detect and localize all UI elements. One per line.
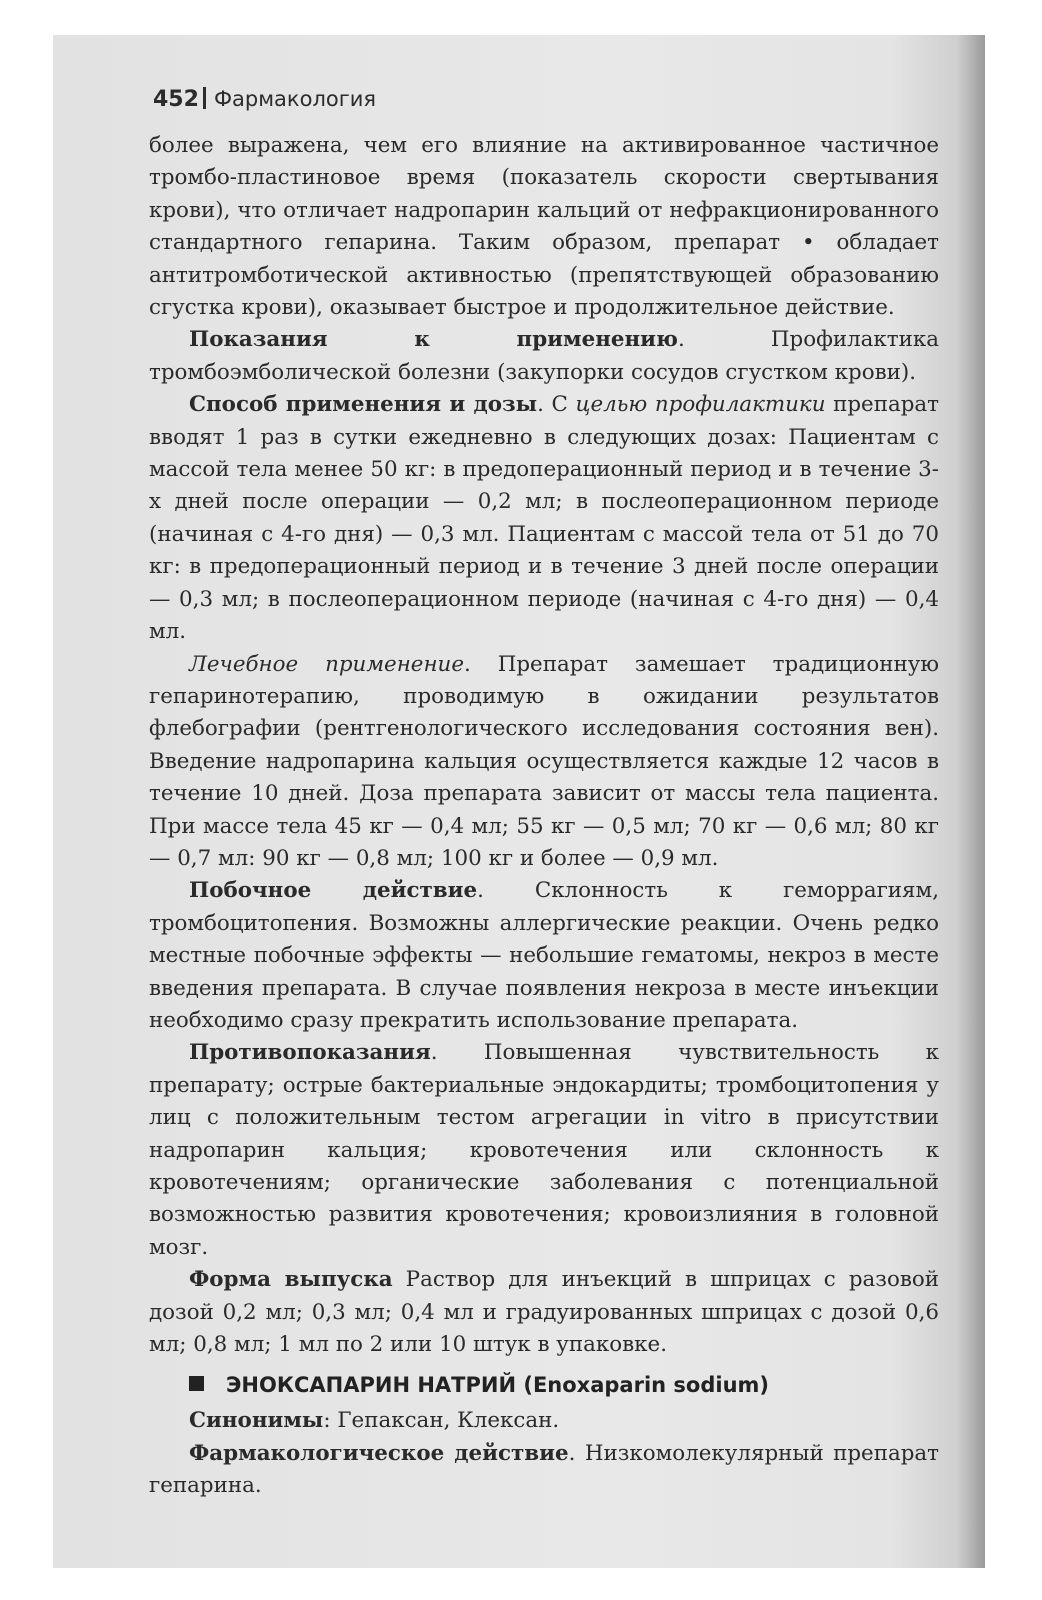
- term-indications: Показания к применению: [189, 327, 678, 353]
- square-bullet-icon: [189, 1376, 204, 1391]
- paragraph-synonyms: Синонимы: Гепаксан, Клексан.: [189, 1408, 560, 1434]
- header-section-title: Фармакология: [213, 87, 377, 111]
- page-body: [149, 130, 939, 1503]
- header-divider: [203, 87, 206, 109]
- paragraph-pharmacology: Фармакологическое действие. Низкомолекулярный препарат гепарина.: [149, 1440, 940, 1499]
- term-contraindications: Противопоказания: [189, 1040, 431, 1066]
- term-synonyms: Синонимы: [189, 1408, 324, 1434]
- term-treatment: Лечебное применение: [189, 651, 464, 677]
- paragraph-intro: более выражена, чем его влияние на активированное частичное тромбо-пластиновое время (показатель скорости свертывания крови), что отличает надропарин кальций от нефракционированного стандартного гепарина. Таким образом, препарат • обладает антитромботической активностью (препятствующей образованию сгустка крови), оказывает быстрое и продолжительное действие.: [149, 133, 939, 321]
- paragraph-side-effects: Побочное действие. Склонность к геморрагиям, тромбоцитопения. Возможны аллергические реакции. Очень редко местные побочные эффекты — небольшие гематомы, некроз в месте введения препарата. В случае появления некроза в месте инъекции необходимо сразу прекратить использование препарата.: [149, 878, 939, 1033]
- page-number: 452: [153, 87, 199, 112]
- running-header: [153, 87, 376, 112]
- term-prophylaxis: целью профилактики: [575, 392, 826, 418]
- drug-section-heading: ЭНОКСАПАРИН НАТРИЙ (Enoxaparin sodium): [189, 1369, 939, 1401]
- paragraph-contraindications: Противопоказания. Повышенная чувствительность к препарату; острые бактериальные эндокардиты; тромбоцитопения у лиц с положительным тестом агрегации in vitro в присутствии надропарин кальция; кровотечения или склонность к кровотечениям; органические заболевания с потенциальной возможностью развития кровотечения; кровоизлияния в головной мозг.: [149, 1040, 939, 1260]
- term-side-effects: Побочное действие: [189, 878, 478, 904]
- book-page: [53, 35, 985, 1568]
- paragraph-release-form: Форма выпуска Раствор для инъекций в шприцах с разовой дозой 0,2 мл; 0,3 мл; 0,4 мл и градуированных шприцах с дозой 0,6 мл; 0,8 мл; 1 мл по 2 или 10 штук в упаковке.: [149, 1267, 939, 1358]
- paragraph-indications: Показания к применению. Профилактика тромбоэмболической болезни (закупорки сосудов сгустком крови).: [149, 327, 940, 385]
- term-release-form: Форма выпуска: [189, 1267, 393, 1293]
- term-dosage: Способ применения и дозы: [189, 392, 538, 418]
- paragraph-dosage: Способ применения и дозы. С целью профилактики препарат вводят 1 раз в сутки ежедневно в следующих дозах: Пациентам с массой тела менее 50 кг: в предоперационный период и в течение 3-х дней после операции — 0,2 мл; в послеоперационном периоде (начиная с 4-го дня) — 0,3 мл. Пациентам с массой тела от 51 до 70 кг: в предоперационный период и в течение 3 дней после операции — 0,3 мл; в послеоперационном периоде (начиная с 4-го дня) — 0,4 мл.: [149, 392, 939, 645]
- paragraph-treatment: Лечебное применение. Препарат замешает традиционную гепаринотерапию, проводимую в ожидании результатов флебографии (рентгенологического исследования состояния вен). Введение надропарина кальция осуществляется каждые 12 часов в течение 10 дней. Доза препарата зависит от массы тела пациента. При массе тела 45 кг — 0,4 мл; 55 кг — 0,5 мл; 70 кг — 0,6 мл; 80 кг — 0,7 мл: 90 кг — 0,8 мл; 100 кг и более — 0,9 мл.: [149, 651, 939, 871]
- term-pharmacology: Фармакологическое действие: [189, 1440, 569, 1466]
